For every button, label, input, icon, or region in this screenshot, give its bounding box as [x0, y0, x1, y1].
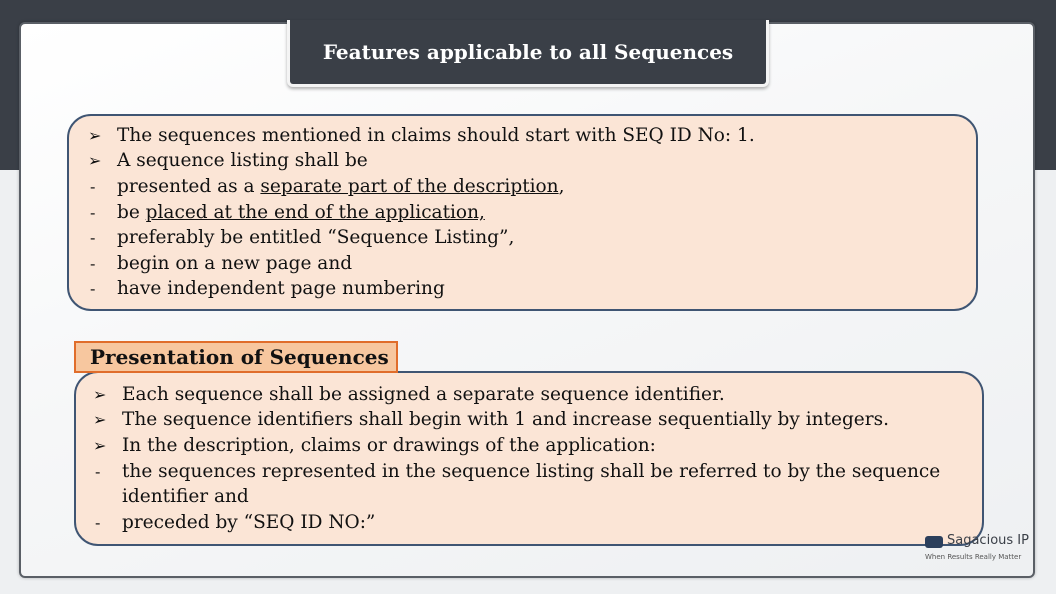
logo-tagline: When Results Really Matter — [925, 553, 1022, 561]
list-item: begin on a new page and — [117, 253, 353, 274]
logo-name: Sagacious IP — [947, 533, 1029, 548]
list-item: A sequence listing shall be — [117, 150, 368, 171]
slide-title-tab — [287, 20, 769, 87]
slide-title: Features applicable to all Sequences — [322, 40, 734, 64]
list-item: the sequences represented in the sequence listing shall be referred to by the sequence — [122, 461, 941, 482]
section-heading-text: Presentation of Sequences — [90, 345, 389, 369]
arrow-bullet-icon: ➢ — [93, 385, 107, 404]
arrow-bullet-icon: ➢ — [93, 410, 107, 429]
list-item: preferably be entitled “Sequence Listing”, — [117, 227, 515, 248]
arrow-bullet-icon: ➢ — [93, 436, 107, 455]
list-item: be placed at the end of the application, — [117, 202, 485, 223]
dash-bullet: - — [90, 228, 96, 247]
underlined-text: separate part of the description — [260, 176, 559, 197]
list-item: In the description, claims or drawings of the application: — [122, 435, 656, 456]
list-item: The sequences mentioned in claims should start with SEQ ID No: 1. — [117, 125, 755, 146]
list-item: have independent page numbering — [117, 278, 445, 299]
arrow-bullet-icon: ➢ — [88, 126, 102, 145]
dash-bullet: - — [95, 513, 101, 532]
dash-bullet: - — [90, 279, 96, 298]
dash-bullet: - — [90, 203, 96, 222]
dash-bullet: - — [90, 177, 96, 196]
list-item: preceded by “SEQ ID NO:” — [122, 512, 376, 533]
list-item-continuation: identifier and — [122, 486, 249, 507]
underlined-text: placed at the end of the application, — [145, 202, 485, 223]
list-item: The sequence identifiers shall begin with 1 and increase sequentially by integers. — [122, 409, 889, 430]
logo-mark-icon — [925, 536, 943, 548]
dash-bullet: - — [95, 462, 101, 481]
section-heading — [74, 341, 398, 373]
list-item: Each sequence shall be assigned a separate sequence identifier. — [122, 384, 725, 405]
dash-bullet: - — [90, 254, 96, 273]
arrow-bullet-icon: ➢ — [88, 151, 102, 170]
list-item: presented as a separate part of the description, — [117, 176, 565, 197]
